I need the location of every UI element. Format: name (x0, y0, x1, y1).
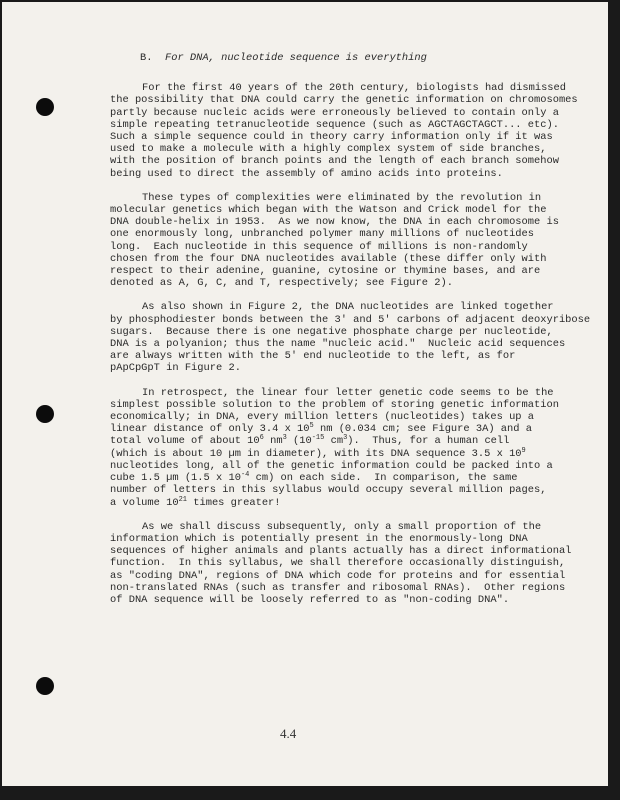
page-number: 4.4 (280, 726, 297, 741)
paragraph-2 (110, 192, 566, 290)
text-line: as "coding DNA", regions of DNA which code for proteins and for essential (110, 569, 566, 582)
text-line: a volume $10^{21}$ times greater! (110, 495, 281, 509)
text-line: one enormously long, unbranched polymer many millions of nucleotides (110, 228, 535, 241)
text-line: partly because nucleic acids were erroneously believed to contain only a (110, 106, 559, 119)
text-line: These types of complexities were eliminated by the revolution in (142, 191, 542, 204)
text-line: (which is about 10 µm in diameter), with its DNA sequence 3.5 x $10^9$ (110, 446, 526, 460)
text-line: total volume of about $10^6$ $nm^3$ ($10^{-15}$ $cm^3$). Thus, for a human cell (110, 434, 510, 448)
text-line: DNA double-helix in 1953. As we now know, the DNA in each chromosome is (110, 216, 559, 229)
text-line: simplest possible solution to the problem of storing genetic information (110, 398, 559, 411)
exponent: 3 (282, 434, 287, 443)
text-line: linear distance of only 3.4 x $10^5$ nm (0.034 cm; see Figure 3A) and a (110, 422, 532, 436)
text-line: nucleotides long, all of the genetic information could be packed into a (110, 459, 553, 472)
body-text (110, 52, 591, 618)
text-line: are always written with the 5' end nucleotide to the left, as for (110, 350, 516, 363)
punch-hole-middle (36, 405, 54, 423)
paragraph-1 (110, 82, 578, 180)
text-line: the possibility that DNA could carry the genetic information on chromosomes (110, 94, 578, 107)
exponent: -15 (311, 434, 325, 443)
exponent: 5 (309, 422, 314, 431)
text-line: molecular genetics which began with the Watson and Crick model for the (110, 204, 547, 217)
text-line: chosen from the four DNA nucleotides available (these differ only with (110, 252, 547, 265)
text-line: As we shall discuss subsequently, only a small proportion of the (142, 520, 542, 533)
text-line: DNA is a polyanion; thus the name "nucleic acid." Nucleic acid sequences (110, 338, 566, 351)
text-line: In retrospect, the linear four letter genetic code seems to be the (142, 386, 554, 399)
text-line: used to make a molecule with a highly complex system of side branches, (110, 143, 547, 156)
text-line: pApCpGpT in Figure 2. (110, 362, 241, 375)
exponent: 3 (343, 434, 348, 443)
text-line: of DNA sequence will be loosely referred to as "non-coding DNA". (110, 593, 510, 606)
paragraph-3 (110, 301, 591, 375)
punch-hole-top (36, 98, 54, 116)
text-line: cube 1.5 µm (1.5 x $10^{-4}$ cm) on each side. In comparison, the same (110, 471, 518, 485)
paragraph-5 (110, 520, 572, 606)
text-line: information which is potentially present in the enormously-long DNA (110, 532, 528, 545)
text-line: long. Each nucleotide in this sequence of millions is non-randomly (110, 240, 528, 253)
text-line: As also shown in Figure 2, the DNA nucleotides are linked together (142, 301, 554, 314)
text-line: number of letters in this syllabus would occupy several million pages, (110, 484, 547, 497)
text-line: Such a simple sequence could in theory carry information only if it was (110, 131, 553, 144)
document-page (2, 2, 608, 786)
text-line: simple repeating tetranucleotide sequence (such as AGCTAGCTAGCT... etc). (110, 118, 559, 131)
section-title: For DNA, nucleotide sequence is everything (164, 52, 427, 64)
exponent: 6 (259, 434, 264, 443)
text-line: sugars. Because there is one negative phosphate charge per nucleotide, (110, 325, 553, 338)
exponent: 9 (521, 446, 526, 455)
section-heading (140, 52, 566, 64)
text-line: non-translated RNAs (such as transfer and ribosomal RNAs). Other regions (110, 581, 566, 594)
text-line: For the first 40 years of the 20th century, biologists had dismissed (142, 82, 567, 95)
text-line: with the position of branch points and the length of each branch somehow (110, 155, 559, 168)
text-line: function. In this syllabus, we shall therefore occasionally distinguish, (110, 557, 566, 570)
paragraph-4 (110, 387, 566, 509)
text-line: respect to their adenine, guanine, cytosine or thymine bases, and are (110, 265, 541, 278)
exponent: -4 (240, 471, 250, 480)
text-line: denoted as A, G, C, and T, respectively; see Figure 2). (110, 277, 453, 290)
punch-hole-bottom (36, 677, 54, 695)
text-line: by phosphodiester bonds between the 3' and 5' carbons of adjacent deoxyribose (110, 313, 591, 326)
text-line: economically; in DNA, every million letters (nucleotides) takes up a (110, 411, 535, 424)
section-label: B. (140, 52, 153, 64)
exponent: 21 (178, 495, 187, 504)
text-line: being used to direct the assembly of amino acids into proteins. (110, 167, 503, 180)
text-line: sequences of higher animals and plants actually has a direct informational (110, 545, 572, 558)
